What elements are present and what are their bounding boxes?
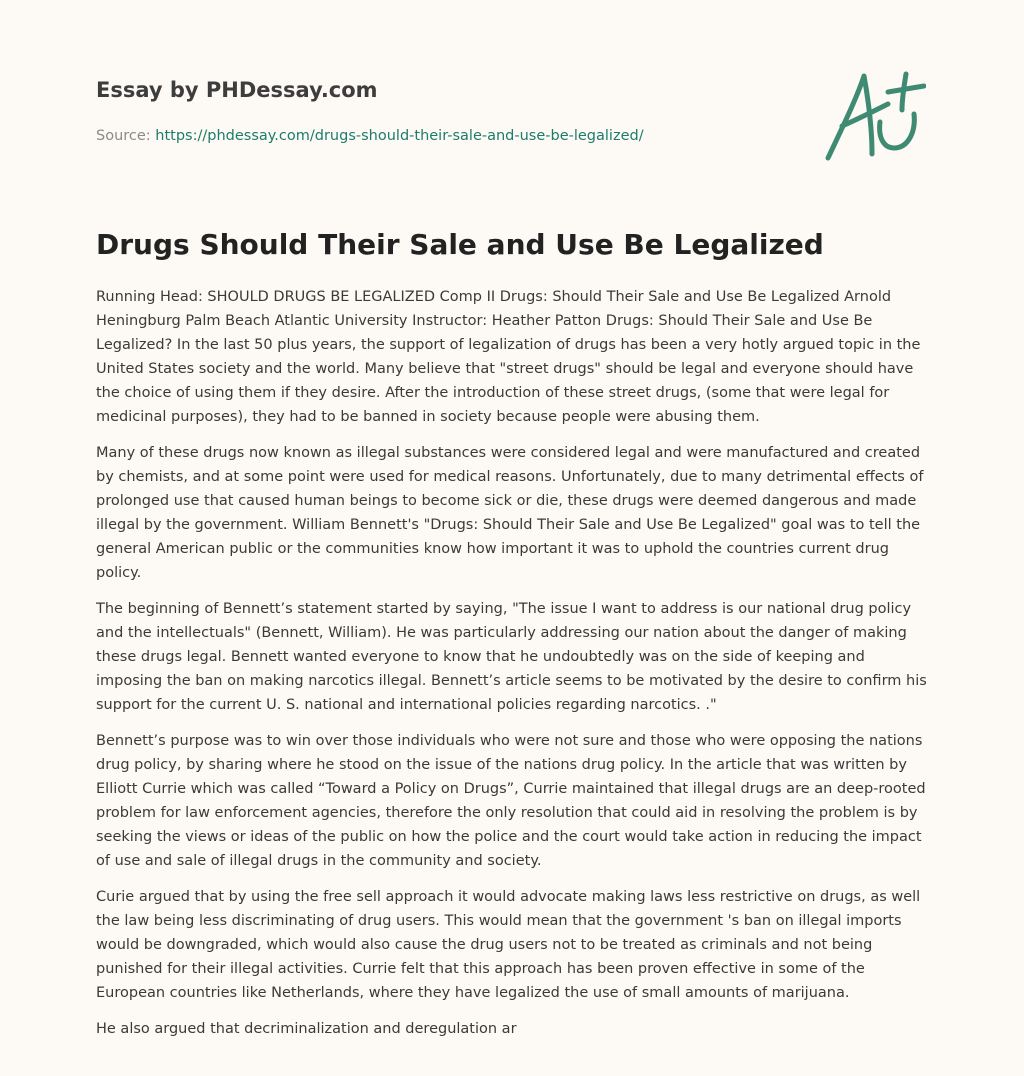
a-plus-grade-icon: [822, 68, 926, 164]
essay-paragraph: He also argued that decriminalization and deregulation ar: [96, 1021, 517, 1037]
brand-title: Essay by PHDessay.com: [96, 78, 378, 102]
essay-paragraph: Curie argued that by using the free sell approach it would advocate making laws less restrictive on drugs, as well the law being less discriminating of drug users. This would mean that the government 's ban on illegal imports would be downgraded, which would also cause the drug users not to be treated as criminals and not being punished for their illegal activities. Currie felt that this approach has been proven effective in some of the European countries like Netherlands, where they have legalized the use of small amounts of marijuana.: [96, 889, 921, 1001]
essay-title: Drugs Should Their Sale and Use Be Legalized: [96, 228, 824, 261]
essay-paragraph: Running Head: SHOULD DRUGS BE LEGALIZED Comp II Drugs: Should Their Sale and Use Be Legalized Arnold Heningburg Palm Beach Atlantic University Instructor: Heather Patton Drugs: Should Their Sale and Use Be Legalized? In the last 50 plus years, the support of legalization of drugs has been a very hotly argued topic in the United States society and the world. Many believe that "street drugs" should be legal and everyone should have the choice of using them if they desire. After the introduction of these street drugs, (some that were legal for medicinal purposes), they had to be banned in society because people were abusing them.: [96, 289, 921, 425]
essay-body: [96, 285, 934, 1053]
essay-paragraph: Many of these drugs now known as illegal substances were considered legal and were manufactured and created by chemists, and at some point were used for medical reasons. Unfortunately, due to many detrimental effects of prolonged use that caused human beings to become sick or die, these drugs were deemed dangerous and made illegal by the government. William Bennett's "Drugs: Should Their Sale and Use Be Legalized" goal was to tell the general American public or the communities know how important it was to uphold the countries current drug policy.: [96, 445, 924, 581]
source-line: [96, 126, 796, 146]
source-label: Source:: [96, 128, 151, 144]
essay-paragraph: The beginning of Bennett’s statement started by saying, "The issue I want to address is our national drug policy and the intellectuals" (Bennett, William). He was particularly addressing our nation about the danger of making these drugs legal. Bennett wanted everyone to know that he undoubtedly was on the side of keeping and imposing the ban on making narcotics illegal. Bennett’s article seems to be motivated by the desire to confirm his support for the current U. S. national and international policies regarding narcotics. .": [96, 601, 927, 713]
source-link[interactable]: https://phdessay.com/drugs-should-their-sale-and-use-be-legalized/: [155, 128, 644, 144]
essay-paragraph: Bennett’s purpose was to win over those individuals who were not sure and those who were opposing the nations drug policy, by sharing where he stood on the issue of the nations drug policy. In the article that was written by Elliott Currie which was called “Toward a Policy on Drugs”, Currie maintained that illegal drugs are an deep-rooted problem for law enforcement agencies, therefore the only resolution that could aid in resolving the problem is by seeking the views or ideas of the public on how the police and the court would take action in reducing the impact of use and sale of illegal drugs in the community and society.: [96, 733, 926, 869]
page-header: [96, 76, 796, 146]
